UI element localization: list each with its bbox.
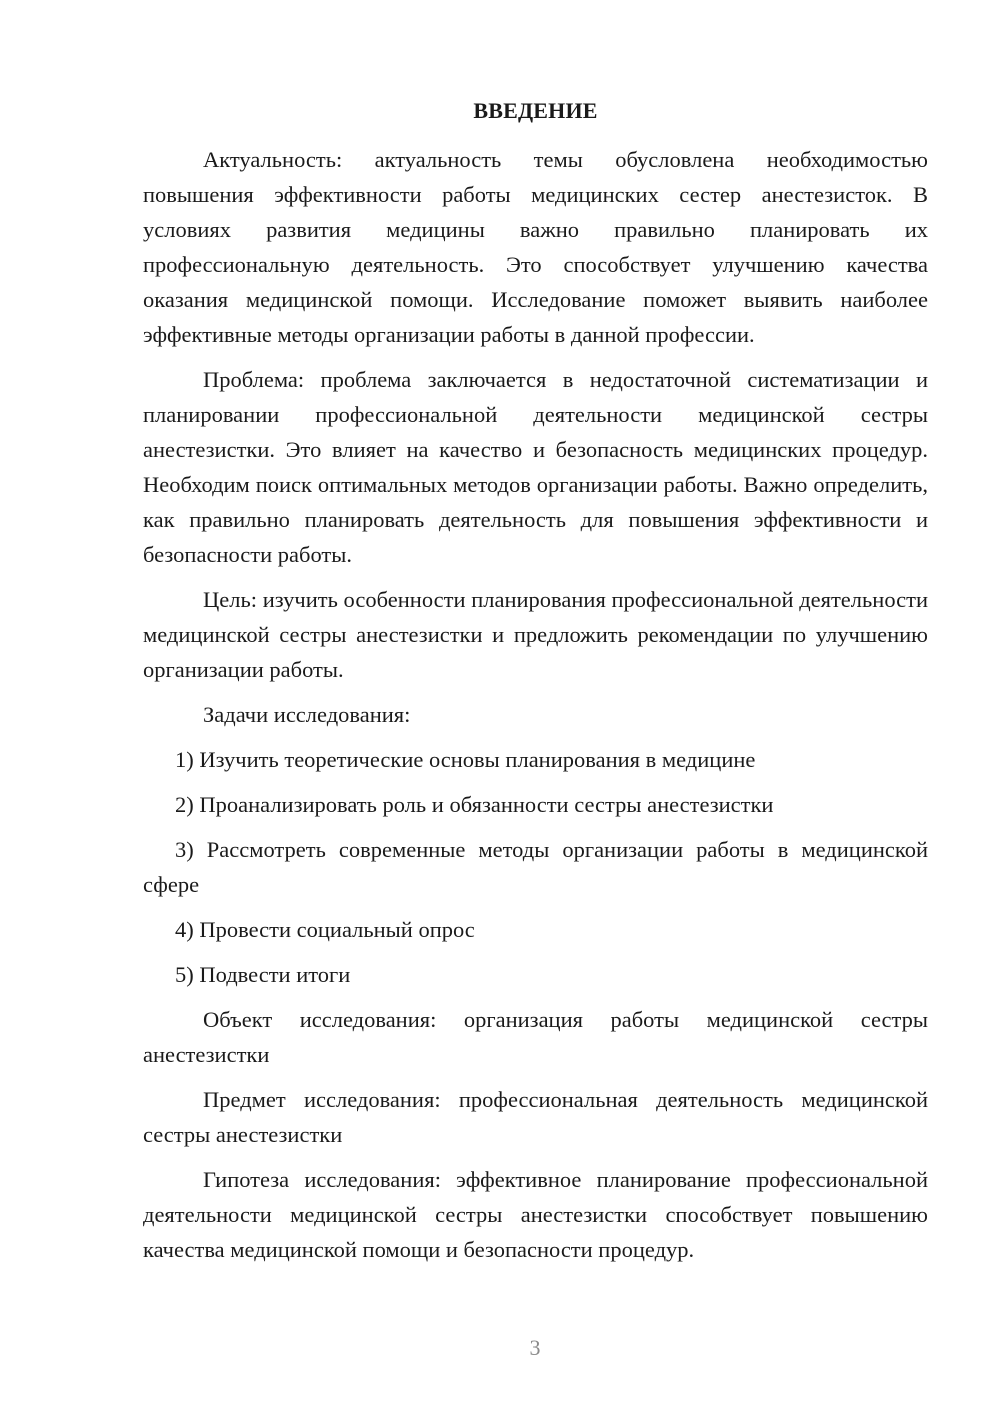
task-item-1: 1) Изучить теоретические основы планирования в медицине: [175, 747, 756, 772]
subject-paragraph: Предмет исследования: профессиональная деятельность медицинской сестры анестезистки: [143, 1087, 928, 1147]
relevance-paragraph: Актуальность: актуальность темы обусловлена необходимостью повышения эффективности работы медицинских сестер анестезисток. В условиях развития медицины важно правильно планировать их профессиональную деятельность. Это способствует улучшению качества оказания медицинской помощи. Исследование поможет выявить наиболее эффективные методы организации работы в данной профессии.: [143, 147, 928, 347]
tasks-heading: Задачи исследования:: [203, 702, 411, 727]
page-number: 3: [529, 1335, 541, 1360]
hypothesis-paragraph: Гипотеза исследования: эффективное планирование профессиональной деятельности медицинской сестры анестезистки способствует повышению качества медицинской помощи и безопасности процедур.: [143, 1167, 928, 1262]
object-paragraph: Объект исследования: организация работы медицинской сестры анестезистки: [143, 1007, 928, 1067]
task-item-4: 4) Провести социальный опрос: [175, 917, 475, 942]
task-item-3: 3) Рассмотреть современные методы организации работы в медицинской сфере: [143, 837, 928, 897]
task-item-2: 2) Проанализировать роль и обязанности сестры анестезистки: [175, 792, 774, 817]
task-item-5: 5) Подвести итоги: [175, 962, 351, 987]
problem-paragraph: Проблема: проблема заключается в недостаточной систематизации и планировании профессиональной деятельности медицинской сестры анестезистки. Это влияет на качество и безопасность медицинских процедур. Необходим поиск оптимальных методов организации работы. Важно определить, как правильно планировать деятельность для повышения эффективности и безопасности работы.: [143, 367, 928, 567]
goal-paragraph: Цель: изучить особенности планирования профессиональной деятельности медицинской сестры анестезистки и предложить рекомендации по улучшению организации работы.: [143, 587, 928, 682]
document-body: [143, 142, 928, 1277]
page-title: ВВЕДЕНИЕ: [473, 98, 598, 123]
